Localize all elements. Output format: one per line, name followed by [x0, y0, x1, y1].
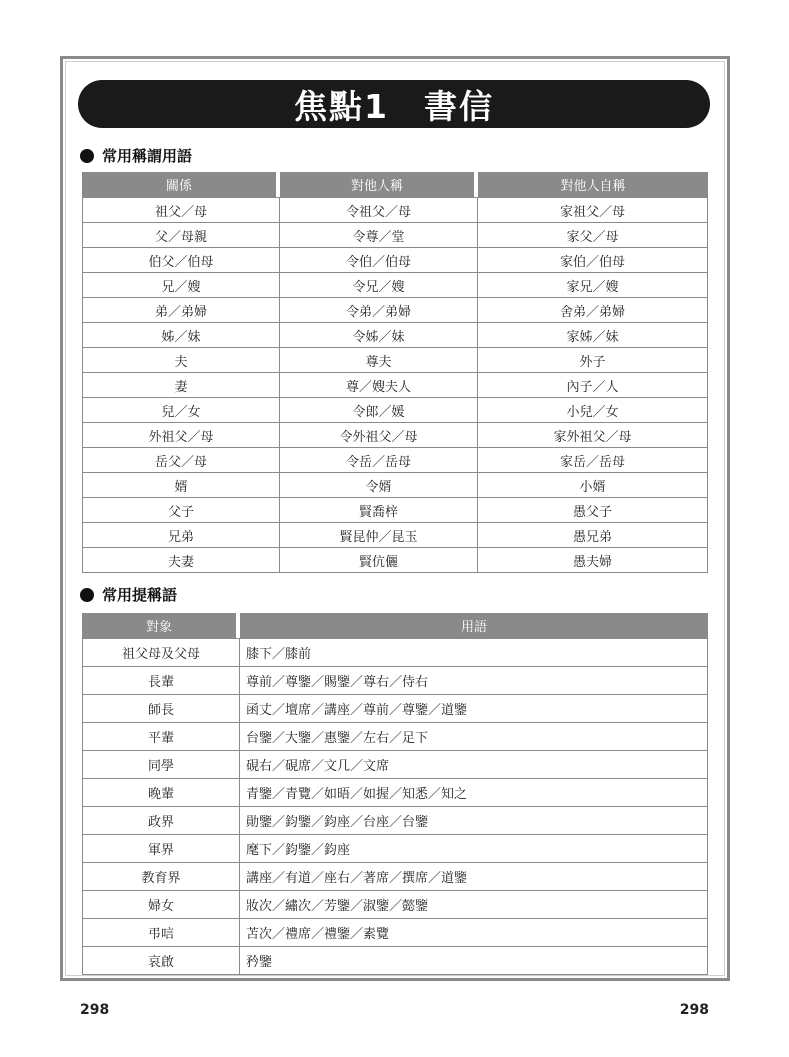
table-cell: 令兄／嫂 [280, 273, 478, 298]
table-cell: 父子 [82, 498, 280, 523]
table-cell: 小兒／女 [478, 398, 708, 423]
table-row [82, 248, 708, 273]
table-cell: 賢伉儷 [280, 548, 478, 573]
table-row [82, 807, 708, 835]
table-cell: 小婿 [478, 473, 708, 498]
table-row [82, 891, 708, 919]
table-row [82, 695, 708, 723]
table-cell: 愚兄弟 [478, 523, 708, 548]
table-cell: 膝下／膝前 [240, 638, 708, 667]
table-cell: 夫妻 [82, 548, 280, 573]
section-heading-salutations [80, 584, 177, 605]
page-number-right: 298 [679, 1002, 709, 1018]
table-row [82, 373, 708, 398]
table-row [82, 323, 708, 348]
table-cell: 伯父／伯母 [82, 248, 280, 273]
page-title: 焦點1 書信 [294, 86, 494, 126]
table-cell: 師長 [82, 695, 240, 723]
table-cell: 台鑒／大鑒／惠鑒／左右／足下 [240, 723, 708, 751]
salutations-table [82, 613, 708, 975]
table-cell: 婦女 [82, 891, 240, 919]
table-cell: 兄弟 [82, 523, 280, 548]
table-row [82, 548, 708, 573]
table-cell: 平輩 [82, 723, 240, 751]
column-header: 對他人自稱 [478, 172, 708, 197]
title-banner [78, 80, 710, 128]
table-cell: 姊／妹 [82, 323, 280, 348]
table-cell: 家岳／岳母 [478, 448, 708, 473]
table-row [82, 523, 708, 548]
table-cell: 勛鑒／鈞鑒／鈞座／台座／台鑒 [240, 807, 708, 835]
table-cell: 令尊／堂 [280, 223, 478, 248]
table-cell: 兒／女 [82, 398, 280, 423]
bullet-icon [80, 149, 94, 163]
table-cell: 妻 [82, 373, 280, 398]
table-cell: 愚夫婦 [478, 548, 708, 573]
table-cell: 父／母親 [82, 223, 280, 248]
table-cell: 妝次／繡次／芳鑒／淑鑒／懿鑒 [240, 891, 708, 919]
table-cell: 內子／人 [478, 373, 708, 398]
section-heading-text: 常用稱謂用語 [102, 147, 193, 165]
table-cell: 哀啟 [82, 947, 240, 975]
table-cell: 令岳／岳母 [280, 448, 478, 473]
table-cell: 令外祖父／母 [280, 423, 478, 448]
table-row [82, 423, 708, 448]
table-cell: 講座／有道／座右／著席／撰席／道鑒 [240, 863, 708, 891]
table-cell: 尊夫 [280, 348, 478, 373]
table-row [82, 667, 708, 695]
table-header-row [82, 613, 708, 638]
column-header: 用語 [240, 613, 708, 638]
table-row [82, 723, 708, 751]
table-cell: 令郎／媛 [280, 398, 478, 423]
table-cell: 賢喬梓 [280, 498, 478, 523]
table-cell: 麾下／鈞鑒／鈞座 [240, 835, 708, 863]
table-cell: 令伯／伯母 [280, 248, 478, 273]
table-cell: 令婿 [280, 473, 478, 498]
bullet-icon [80, 588, 94, 602]
table-cell: 政界 [82, 807, 240, 835]
table-cell: 祖父／母 [82, 197, 280, 223]
table-row [82, 779, 708, 807]
table-cell: 弟／弟婦 [82, 298, 280, 323]
page-number-left: 298 [80, 1002, 110, 1018]
table-cell: 家外祖父／母 [478, 423, 708, 448]
table-cell: 函丈／壇席／講座／尊前／尊鑒／道鑒 [240, 695, 708, 723]
table-cell: 外子 [478, 348, 708, 373]
table-cell: 家姊／妹 [478, 323, 708, 348]
table-cell: 家伯／伯母 [478, 248, 708, 273]
table-row [82, 448, 708, 473]
table-row [82, 473, 708, 498]
table-row [82, 863, 708, 891]
column-header: 對象 [82, 613, 240, 638]
table-row [82, 197, 708, 223]
table-cell: 家兄／嫂 [478, 273, 708, 298]
table-cell: 令弟／弟婦 [280, 298, 478, 323]
table-row [82, 947, 708, 975]
table-row [82, 223, 708, 248]
table-cell: 兄／嫂 [82, 273, 280, 298]
table-header-row [82, 172, 708, 197]
table-row [82, 273, 708, 298]
table-cell: 外祖父／母 [82, 423, 280, 448]
column-header: 對他人稱 [280, 172, 478, 197]
table-row [82, 751, 708, 779]
table-cell: 家父／母 [478, 223, 708, 248]
table-cell: 尊前／尊鑒／賜鑒／尊右／侍右 [240, 667, 708, 695]
table-cell: 弔唁 [82, 919, 240, 947]
table-row [82, 638, 708, 667]
table-cell: 硯右／硯席／文几／文席 [240, 751, 708, 779]
column-header: 關係 [82, 172, 280, 197]
table-cell: 舍弟／弟婦 [478, 298, 708, 323]
table-cell: 矜鑒 [240, 947, 708, 975]
titles-table [82, 172, 708, 573]
table-cell: 同學 [82, 751, 240, 779]
table-row [82, 348, 708, 373]
table-cell: 軍界 [82, 835, 240, 863]
table-row [82, 919, 708, 947]
table-cell: 教育界 [82, 863, 240, 891]
section-heading-text: 常用提稱語 [102, 586, 178, 604]
table-cell: 岳父／母 [82, 448, 280, 473]
table-cell: 令祖父／母 [280, 197, 478, 223]
section-heading-titles [80, 145, 192, 166]
table-cell: 愚父子 [478, 498, 708, 523]
table-cell: 晚輩 [82, 779, 240, 807]
table-row [82, 835, 708, 863]
table-cell: 苫次／禮席／禮鑒／素覽 [240, 919, 708, 947]
table-cell: 夫 [82, 348, 280, 373]
table-cell: 令姊／妹 [280, 323, 478, 348]
table-row [82, 298, 708, 323]
table-row [82, 498, 708, 523]
table-cell: 婿 [82, 473, 280, 498]
table-cell: 家祖父／母 [478, 197, 708, 223]
table-cell: 長輩 [82, 667, 240, 695]
table-cell: 青鑒／青覽／如晤／如握／知悉／知之 [240, 779, 708, 807]
table-cell: 尊／嫂夫人 [280, 373, 478, 398]
table-row [82, 398, 708, 423]
table-cell: 賢昆仲／昆玉 [280, 523, 478, 548]
table-cell: 祖父母及父母 [82, 638, 240, 667]
